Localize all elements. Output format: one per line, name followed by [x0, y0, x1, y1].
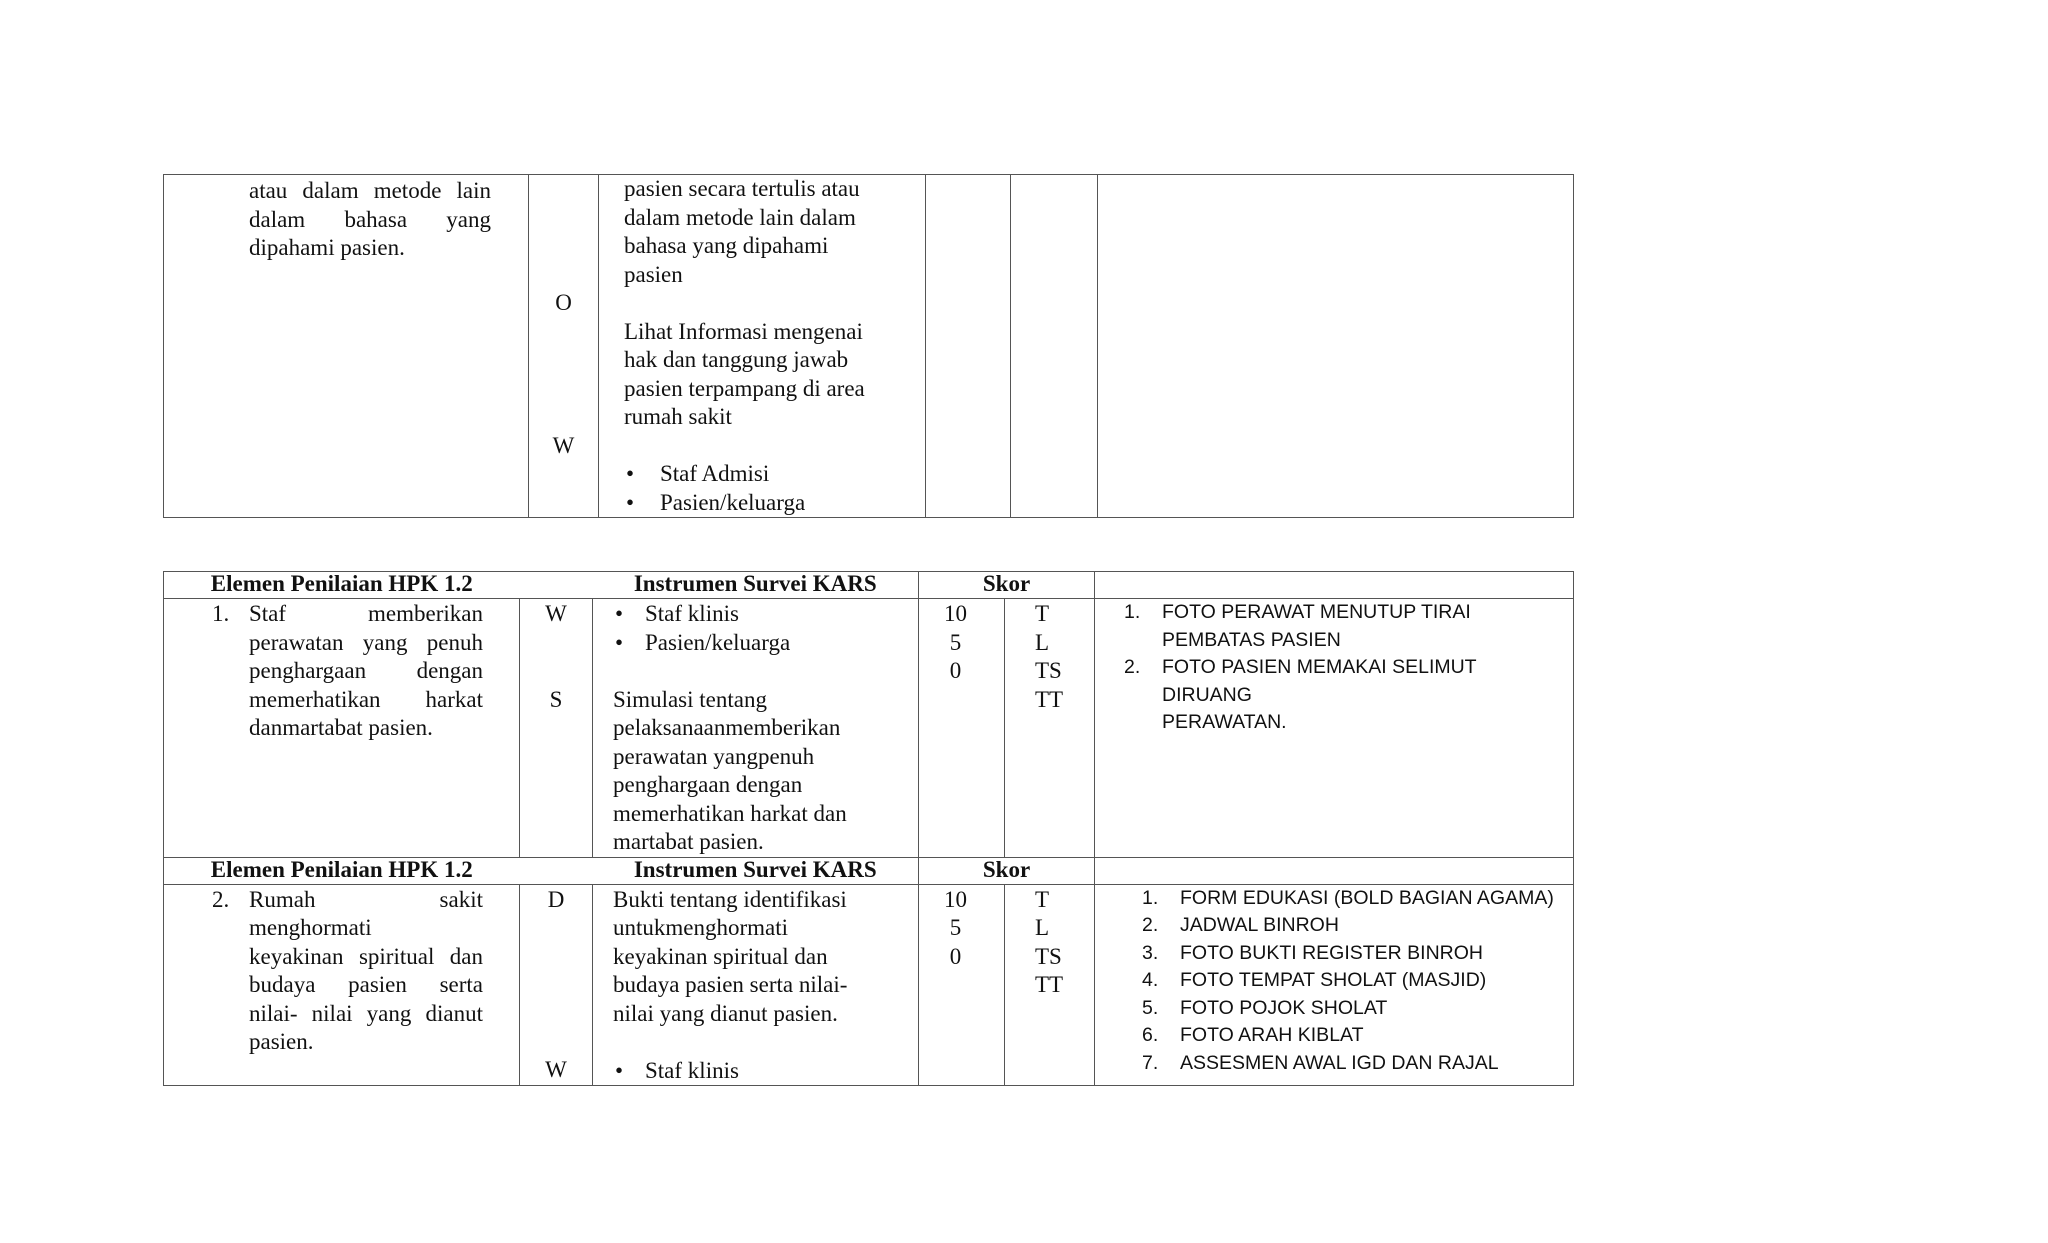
instrument-line: pasien terpampang di area — [624, 375, 865, 401]
score-value: 0 — [949, 943, 962, 969]
instrument-line: pasien secara tertulis atau — [624, 176, 860, 201]
element-line: Rumah sakit — [249, 886, 483, 912]
score-code: TT — [1035, 972, 1064, 997]
instrument-line: memerhatikan harkat dan — [613, 800, 847, 826]
method-letter: W — [545, 601, 567, 626]
header-element: Elemen Penilaian HPK 1.2 — [164, 572, 520, 599]
method-letter-o: O — [555, 290, 572, 315]
method-letter: S — [549, 686, 563, 712]
element-line: Staf memberikan — [249, 601, 483, 626]
header-instrument: Instrumen Survei KARS — [593, 857, 919, 884]
element-line: dalam bahasa yang — [249, 206, 491, 232]
bullet-item: • Staf Admisi — [624, 460, 915, 489]
instrument-line: budaya pasien serta nilai- — [613, 972, 848, 997]
evidence-cell — [1095, 599, 1574, 858]
evidence-item — [1095, 995, 1569, 1023]
header-method — [520, 572, 593, 599]
evidence-number: 6. — [1142, 1024, 1159, 1046]
instrument-line: pasien — [624, 261, 683, 287]
instrument-line: dalam metode lain dalam — [624, 204, 856, 230]
element-cell — [164, 175, 529, 518]
evidence-number: 2. — [1142, 914, 1159, 936]
score-value: 10 — [944, 601, 967, 626]
instrument-line: hak dan tanggung jawab — [624, 347, 849, 372]
score-cell — [919, 884, 1005, 1086]
header-method — [520, 857, 593, 884]
evidence-item — [1095, 967, 1569, 995]
header-evidence — [1095, 572, 1574, 599]
element-line: atau dalam metode lain — [249, 178, 491, 203]
evidence-number: 1. — [1124, 601, 1141, 623]
item-number: 1. — [212, 601, 230, 626]
evidence-item — [1095, 885, 1569, 913]
evidence-item — [1095, 940, 1569, 968]
header-score: Skor — [919, 572, 1095, 599]
code-cell — [1011, 175, 1098, 518]
instrument-line: nilai yang dianut pasien. — [613, 1000, 838, 1026]
element-cell — [164, 599, 520, 858]
code-cell — [1005, 884, 1095, 1086]
score-value: 5 — [949, 629, 962, 655]
method-cell — [520, 599, 593, 858]
evidence-item — [1095, 1050, 1569, 1078]
evidence-item — [1095, 654, 1569, 737]
instrument-line: perawatan yangpenuh — [613, 743, 815, 769]
score-value: 5 — [949, 915, 962, 940]
element-line: memerhatikan harkat — [249, 686, 483, 712]
score-code: TS — [1035, 658, 1062, 683]
score-code: L — [1035, 915, 1050, 940]
method-cell — [520, 884, 593, 1086]
bullet-item: • Pasien/keluarga — [613, 629, 910, 658]
instrument-line: Bukti tentang identifikasi — [613, 886, 847, 912]
element-line: danmartabat pasien. — [249, 715, 433, 740]
evidence-number: 2. — [1124, 656, 1141, 678]
evidence-item — [1095, 1022, 1569, 1050]
score-cell — [919, 599, 1005, 858]
instrument-line: pelaksanaanmemberikan — [613, 715, 841, 740]
instrument-line: Lihat Informasi mengenai — [624, 318, 863, 344]
evidence-number: 1. — [1142, 886, 1159, 909]
evidence-number: 4. — [1142, 969, 1159, 991]
score-cell — [926, 175, 1011, 518]
evidence-text: FORM EDUKASI (BOLD BAGIAN AGAMA) — [1180, 886, 1554, 909]
evidence-line: PERAWATAN. — [1162, 711, 1287, 733]
evidence-text: FOTO ARAH KIBLAT — [1180, 1024, 1364, 1046]
score-code: TS — [1035, 943, 1062, 969]
instrument-line: martabat pasien. — [613, 829, 764, 854]
score-code: L — [1035, 629, 1050, 655]
evidence-line: FOTO PERAWAT MENUTUP TIRAI — [1162, 601, 1471, 623]
element-cell — [164, 884, 520, 1086]
score-value: 10 — [944, 886, 967, 912]
instrument-line: penghargaan dengan — [613, 772, 803, 797]
instrument-cell — [593, 884, 919, 1086]
bullet-item: • Staf klinis — [613, 600, 910, 629]
score-code: T — [1035, 601, 1050, 626]
method-letter: D — [547, 886, 565, 912]
element-line: perawatan yang penuh — [249, 629, 483, 655]
score-code: T — [1035, 886, 1050, 912]
element-line: nilai- nilai yang dianut — [249, 1000, 483, 1026]
element-line: dipahami pasien. — [249, 235, 405, 260]
evidence-text: FOTO TEMPAT SHOLAT (MASJID) — [1180, 969, 1487, 991]
method-cell — [529, 175, 599, 518]
bullet-item: • Pasien/keluarga — [624, 489, 915, 518]
header-instrument: Instrumen Survei KARS — [593, 572, 919, 599]
evidence-item — [1095, 599, 1569, 654]
assessment-table — [163, 571, 1574, 1086]
evidence-cell — [1095, 884, 1574, 1086]
bullet-item: • Staf klinis — [613, 1057, 910, 1086]
element-line: keyakinan spiritual dan — [249, 943, 483, 969]
method-letter: W — [545, 1056, 567, 1082]
evidence-item — [1095, 912, 1569, 940]
score-value: 0 — [949, 658, 962, 683]
instrument-cell — [593, 599, 919, 858]
evidence-line: PEMBATAS PASIEN — [1162, 628, 1341, 651]
instrument-line: bahasa yang dipahami — [624, 233, 829, 258]
instrument-line: untukmenghormati — [613, 915, 789, 940]
evidence-text: FOTO POJOK SHOLAT — [1180, 996, 1388, 1019]
instrument-cell — [599, 175, 926, 518]
element-line: pasien. — [249, 1029, 314, 1054]
instrument-line: Simulasi tentang — [613, 686, 767, 712]
evidence-line: FOTO PASIEN MEMAKAI SELIMUT DIRUANG — [1162, 656, 1477, 706]
evidence-text: ASSESMEN AWAL IGD DAN RAJAL — [1180, 1051, 1499, 1074]
code-cell — [1005, 599, 1095, 858]
evidence-text: JADWAL BINROH — [1180, 914, 1339, 936]
element-line: penghargaan dengan — [249, 658, 483, 683]
instrument-line: keyakinan spiritual dan — [613, 943, 828, 969]
evidence-text: FOTO BUKTI REGISTER BINROH — [1180, 941, 1484, 964]
evidence-cell — [1098, 175, 1574, 518]
header-score: Skor — [919, 857, 1095, 884]
element-line: budaya pasien serta — [249, 972, 483, 997]
evidence-number: 7. — [1142, 1051, 1159, 1074]
evidence-number: 5. — [1142, 996, 1159, 1019]
item-number: 2. — [212, 886, 230, 912]
evidence-number: 3. — [1142, 941, 1159, 964]
element-line: menghormati — [249, 915, 372, 940]
continuation-table — [163, 174, 1574, 518]
method-letter-w: W — [552, 433, 575, 458]
instrument-line: rumah sakit — [624, 404, 732, 429]
header-element: Elemen Penilaian HPK 1.2 — [164, 857, 520, 884]
header-evidence — [1095, 857, 1574, 884]
score-code: TT — [1035, 686, 1064, 712]
